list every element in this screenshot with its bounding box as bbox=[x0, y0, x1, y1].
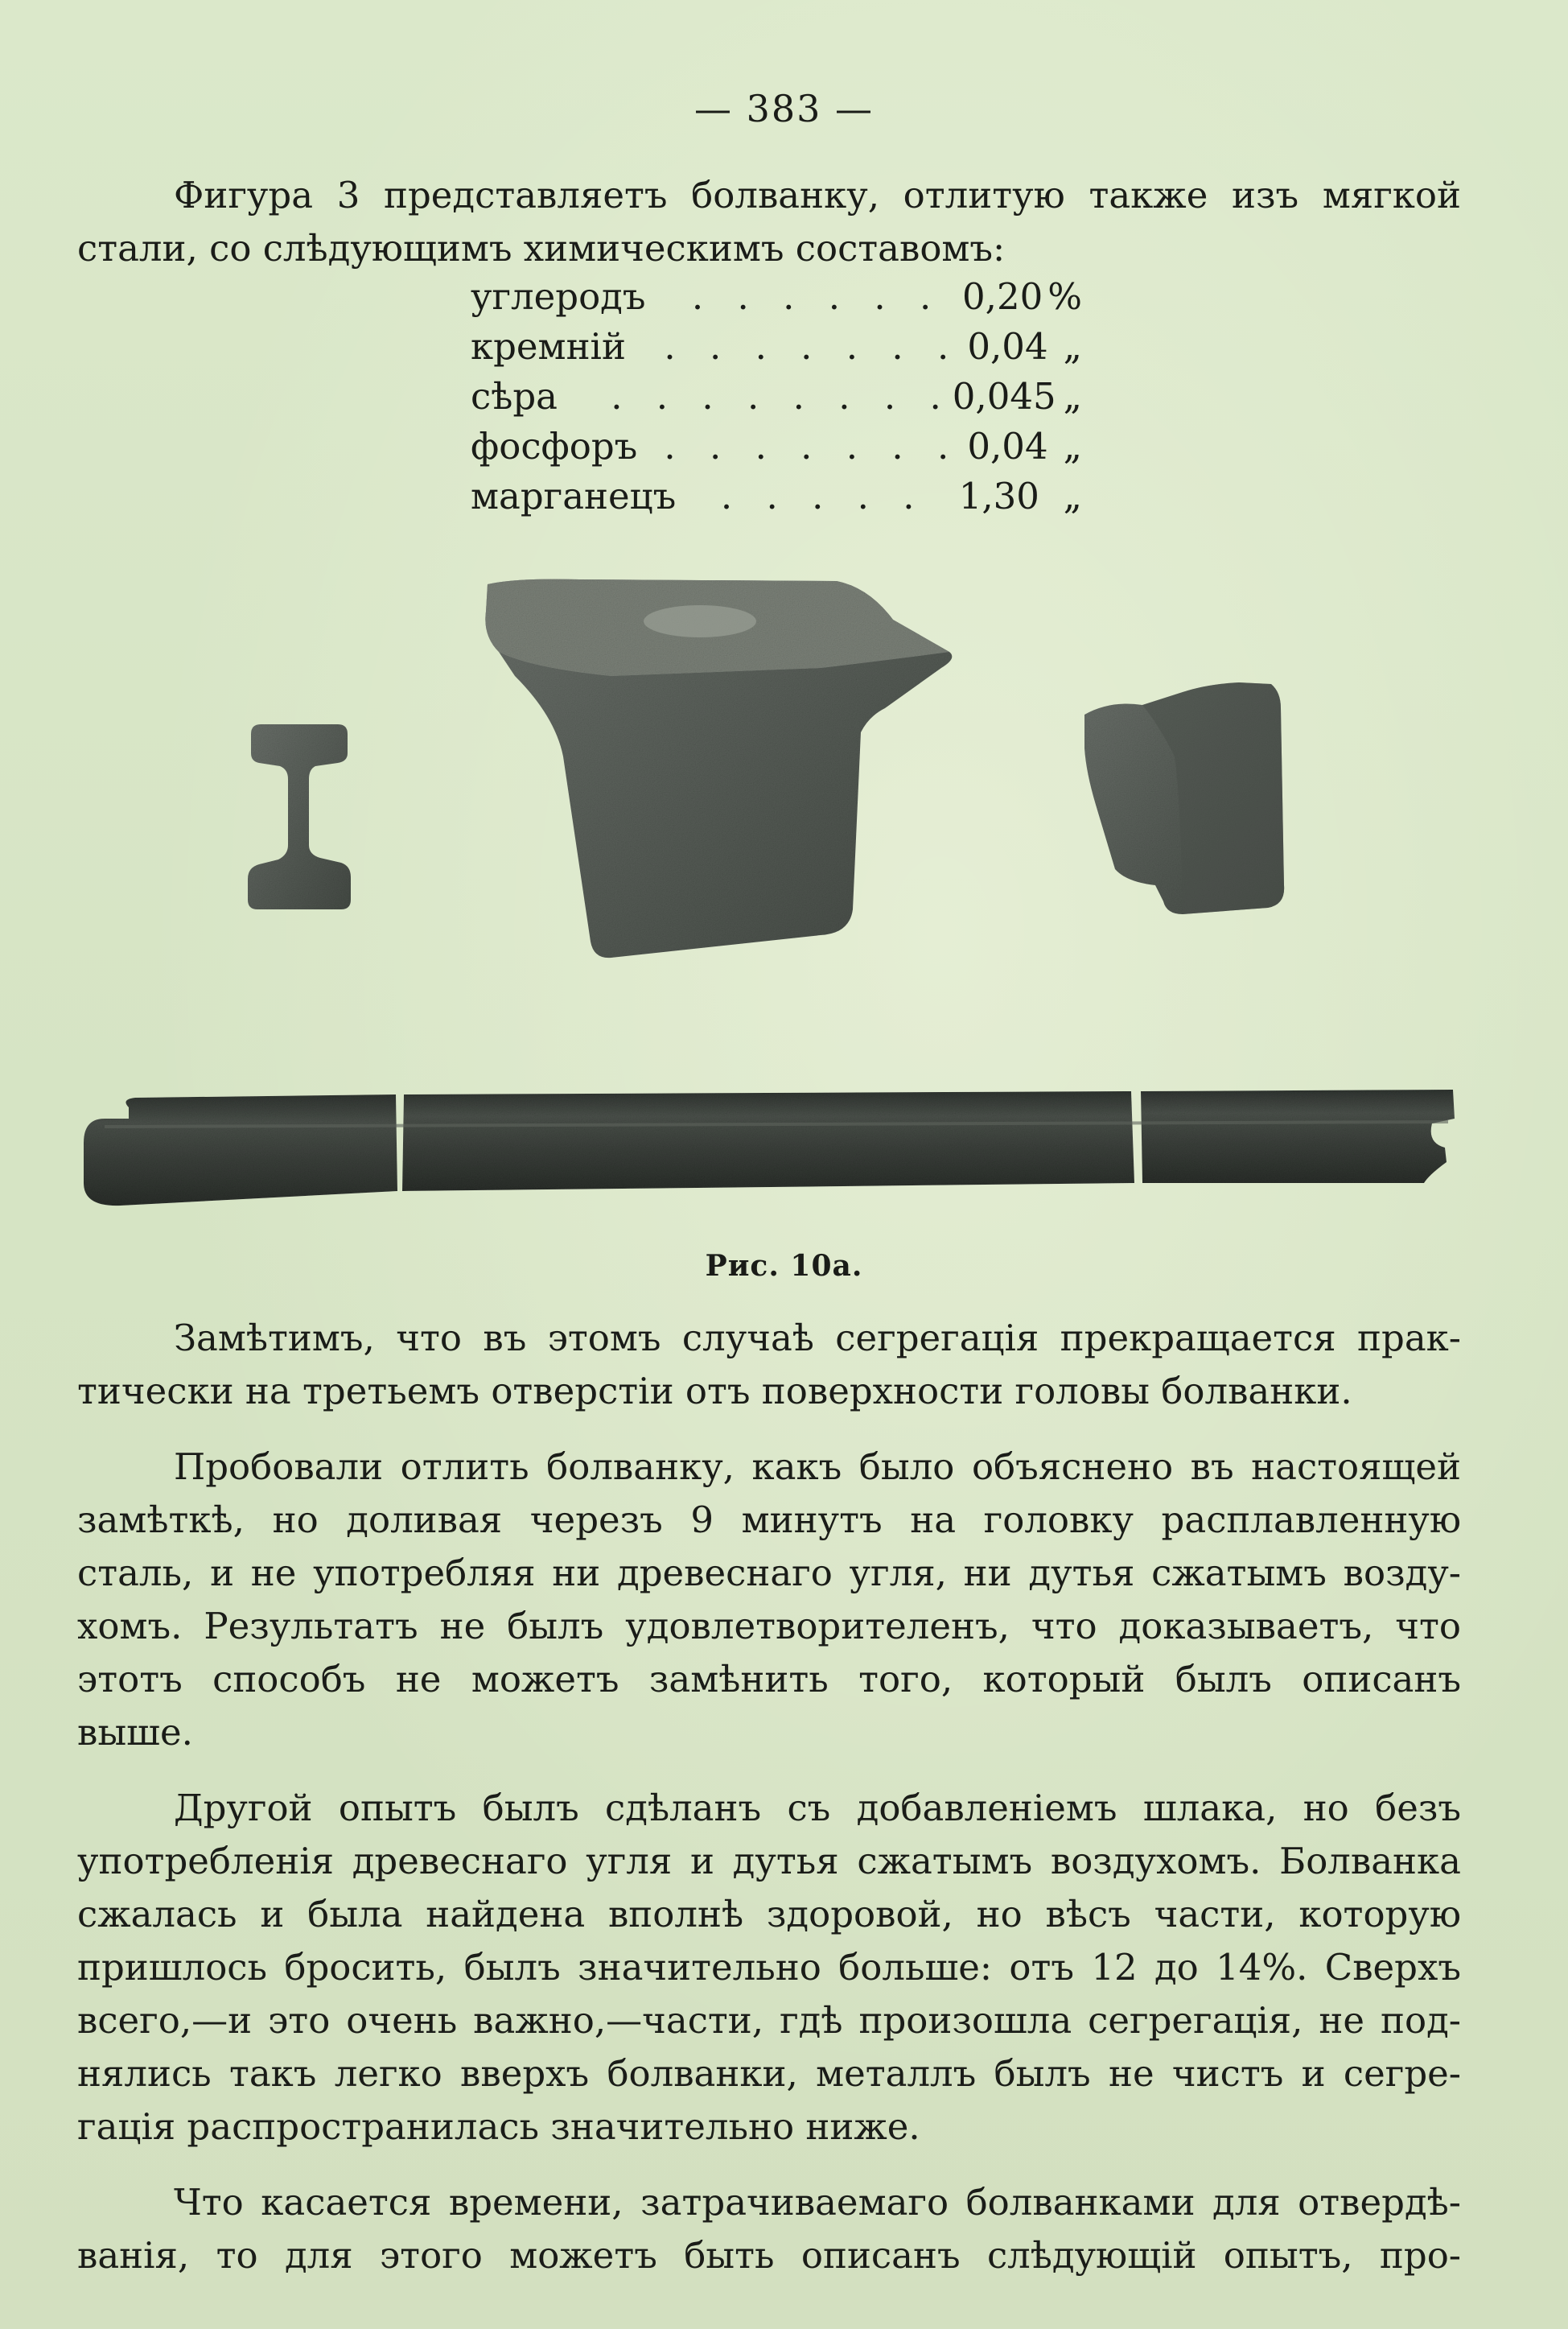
text-line: Что касается времени, затрачиваемаго болванками для отвердѣ- bbox=[174, 2181, 1461, 2224]
element-name: углеродъ bbox=[471, 275, 646, 318]
text-line: этотъ способъ не можетъ замѣнить того, который былъ описанъ bbox=[77, 1658, 1461, 1700]
element-value: 0,20 bbox=[962, 275, 1043, 318]
text-line: замѣткѣ, но доливая черезъ 9 минутъ на головку расплавленную bbox=[77, 1498, 1461, 1541]
element-unit: % bbox=[1047, 275, 1082, 318]
composition-row bbox=[471, 322, 1082, 372]
intro-line-1: Фигура 3 представляетъ болванку, отлитую также изъ мягкой bbox=[174, 174, 1461, 216]
element-unit: „ bbox=[1063, 325, 1082, 368]
element-unit: „ bbox=[1063, 425, 1082, 468]
text-line: всего,—и это очень важно,—части, гдѣ произошла сегрегація, не под- bbox=[77, 1999, 1461, 2042]
text-line: выше. bbox=[77, 1711, 193, 1754]
text-line: гація распространилась значительно ниже. bbox=[77, 2105, 920, 2148]
text-line: тически на третьемъ отверстіи отъ поверхности головы болванки. bbox=[77, 1370, 1352, 1412]
element-unit: „ bbox=[1063, 475, 1082, 517]
text-line: ванія, то для этого можетъ быть описанъ слѣдующій опытъ, про- bbox=[77, 2234, 1461, 2277]
text-line: сталь, и не употребляя ни древеснаго угля, ни дутья сжатымъ возду- bbox=[77, 1552, 1461, 1594]
intro-paragraph bbox=[77, 169, 1461, 275]
page-number: — 383 — bbox=[693, 87, 875, 130]
element-value: 0,04 bbox=[967, 325, 1048, 368]
leader-dots: . . . . . . . bbox=[664, 325, 961, 368]
text-line: употребленія древеснаго угля и дутья сжатымъ воздухомъ. Болванка bbox=[77, 1840, 1461, 1882]
element-unit: „ bbox=[1063, 375, 1082, 418]
shrink-cavity-mark bbox=[644, 605, 756, 637]
text-line: сжалась и была найдена вполнѣ здоровой, но вѣсъ части, которую bbox=[77, 1893, 1461, 1935]
composition-row bbox=[471, 372, 1082, 422]
element-value: 0,045 bbox=[952, 375, 1056, 418]
leader-dots: . . . . . bbox=[720, 475, 926, 517]
text-line: Другой опытъ былъ сдѣланъ съ добавленіемъ шлака, но безъ bbox=[174, 1787, 1461, 1829]
bar-piece-middle bbox=[402, 1091, 1134, 1191]
body-text bbox=[77, 1312, 1461, 2282]
bar-piece-left bbox=[84, 1094, 397, 1206]
paragraph-3 bbox=[77, 1782, 1461, 2154]
element-value: 1,30 bbox=[958, 475, 1039, 517]
intro-line-2: стали, со слѣдующимъ химическимъ составомъ: bbox=[77, 227, 1006, 270]
leader-dots: . . . . . . . bbox=[664, 425, 961, 468]
composition-row bbox=[471, 272, 1082, 322]
text-line: Замѣтимъ, что въ этомъ случаѣ сегрегація прекращается прак- bbox=[174, 1317, 1461, 1359]
element-value: 0,04 bbox=[967, 425, 1048, 468]
composition-row bbox=[471, 472, 1082, 521]
element-name: кремній bbox=[471, 325, 626, 368]
text-line: пришлось бросить, былъ значительно больше: отъ 12 до 14%. Сверхъ bbox=[77, 1946, 1461, 1989]
paragraph-4 bbox=[77, 2176, 1461, 2282]
text-line: Пробовали отлить болванку, какъ было объяснено въ настоящей bbox=[174, 1445, 1461, 1488]
bar-piece-right bbox=[1141, 1090, 1455, 1183]
chemical-composition-table bbox=[471, 272, 1082, 521]
element-name: сѣра bbox=[471, 375, 558, 418]
rail-profile-sample bbox=[248, 724, 351, 909]
text-line: нялись такъ легко вверхъ болванки, металлъ былъ не чистъ и сегре- bbox=[77, 2052, 1461, 2095]
leader-dots: . . . . . . . . bbox=[611, 375, 953, 418]
text-line: хомъ. Результатъ не былъ удовлетворителенъ, что доказываетъ, что bbox=[77, 1605, 1461, 1647]
composition-row bbox=[471, 422, 1082, 472]
element-name: фосфоръ bbox=[471, 425, 638, 468]
paragraph-1 bbox=[77, 1312, 1461, 1418]
figure-10a-photo bbox=[0, 563, 1568, 1288]
figure-caption: Рис. 10а. bbox=[705, 1249, 863, 1283]
leader-dots: . . . . . . bbox=[691, 275, 943, 318]
paragraph-2 bbox=[77, 1441, 1461, 1759]
element-name: марганецъ bbox=[471, 475, 677, 517]
